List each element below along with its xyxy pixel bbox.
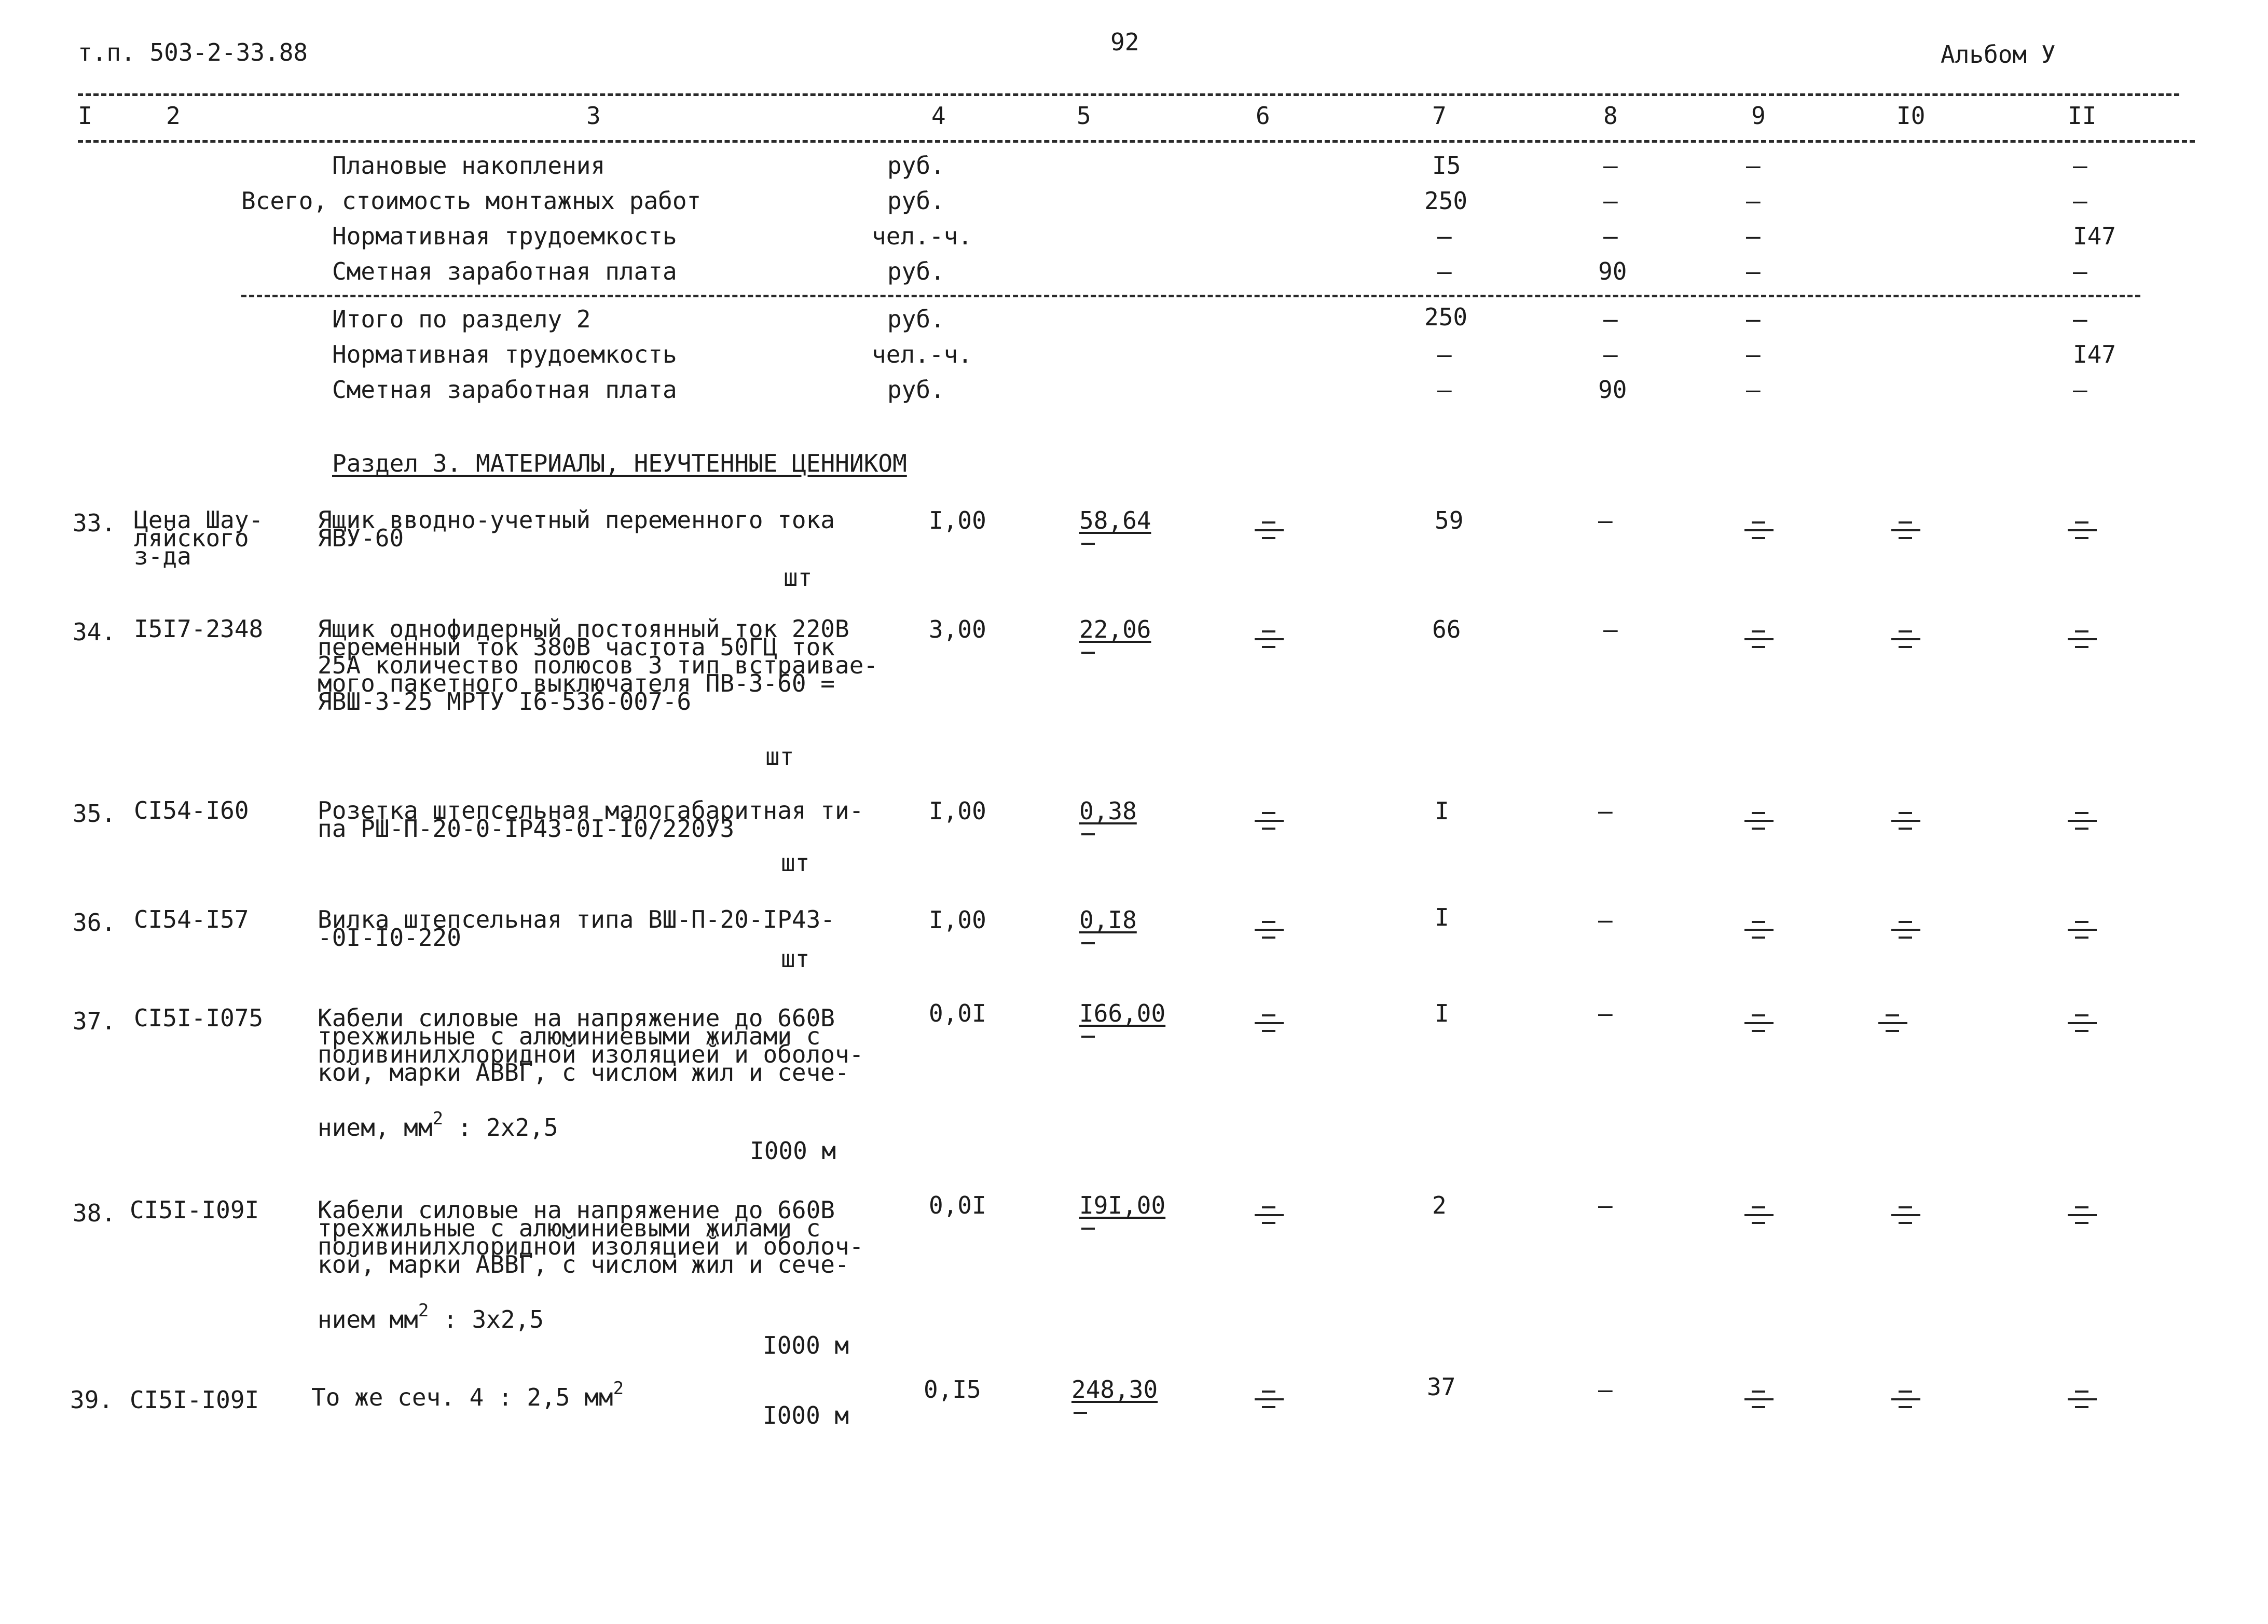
row-col11: I47 xyxy=(2073,222,2116,250)
row-col11: – xyxy=(2073,187,2087,215)
dash-mark-col6 xyxy=(1255,920,1284,941)
row-name: Нормативная трудоемкость xyxy=(332,340,677,368)
item-code: I5I7-2348 xyxy=(134,615,264,643)
row-unit: руб. xyxy=(887,187,945,215)
section-total-rule xyxy=(241,295,2140,297)
item-code: CI5I-I09I xyxy=(130,1196,259,1224)
row-col9: – xyxy=(1746,222,1761,250)
row-col9: – xyxy=(1746,305,1761,333)
dash-mark-col6 xyxy=(1255,1205,1284,1226)
row-name: Сметная заработная плата xyxy=(332,376,677,404)
price-value: 0,38 xyxy=(1079,797,1137,825)
row-col11: – xyxy=(2073,152,2087,180)
price-dash xyxy=(1074,1412,1087,1414)
item-col7: 37 xyxy=(1427,1373,1456,1401)
dash-mark-col11 xyxy=(2068,1013,2097,1034)
row-col11: – xyxy=(2073,305,2087,333)
row-col7: – xyxy=(1437,376,1452,404)
dash-mark-col9 xyxy=(1744,1389,1774,1410)
description-tail: : 2x2,5 xyxy=(443,1113,558,1141)
dash-mark-col6 xyxy=(1255,1389,1284,1410)
item-quantity: 0,0I xyxy=(929,999,986,1027)
item-quantity: 3,00 xyxy=(929,615,986,643)
description-tail: : 3x2,5 xyxy=(429,1305,544,1333)
superscript: 2 xyxy=(613,1378,624,1399)
dash-mark-col11 xyxy=(2068,520,2097,541)
description-text: нием, мм xyxy=(318,1113,433,1141)
dash-mark-col9 xyxy=(1744,1205,1774,1226)
row-col9: – xyxy=(1746,187,1761,215)
column-header-3: 3 xyxy=(586,102,601,130)
dash-mark-col6 xyxy=(1255,1013,1284,1034)
item-col7: 66 xyxy=(1432,615,1461,643)
item-unit: I000 м xyxy=(763,1401,849,1429)
item-unit: I000 м xyxy=(750,1137,836,1165)
dash-mark-col10 xyxy=(1891,520,1920,541)
row-col7: 250 xyxy=(1424,187,1468,215)
column-header-6: 6 xyxy=(1256,102,1270,130)
item-unit: шт xyxy=(765,742,794,770)
price-value: I66,00 xyxy=(1079,999,1166,1027)
dash-mark-col10 xyxy=(1891,920,1920,941)
row-col8: 90 xyxy=(1598,376,1627,404)
item-description: Ящик вводно-учетный переменного тока ЯВУ-60 xyxy=(318,506,835,552)
row-unit: руб. xyxy=(887,376,945,404)
item-col8: – xyxy=(1598,906,1613,934)
price-dash xyxy=(1081,652,1095,654)
item-col8: – xyxy=(1598,1375,1613,1403)
row-unit: руб. xyxy=(887,305,945,333)
dash-mark-col11 xyxy=(2068,1389,2097,1410)
item-number: 39. xyxy=(70,1386,114,1414)
item-price xyxy=(1071,1375,1158,1403)
row-col9: – xyxy=(1746,376,1761,404)
item-number: 36. xyxy=(73,909,116,937)
item-price xyxy=(1079,508,1151,532)
price-dash xyxy=(1081,1228,1095,1230)
column-header-7: 7 xyxy=(1432,102,1447,130)
row-col8: 90 xyxy=(1598,257,1627,285)
item-code: CI5I-I09I xyxy=(130,1386,259,1414)
item-description: Кабели силовые на напряжение до 660В трехжильные с алюминиевыми жилами с поливинилхлоридной изоляцией и оболоч- кой, марки АВВГ, с числом жил и сече- xyxy=(318,1004,864,1086)
item-code: CI54-I60 xyxy=(134,796,249,824)
row-unit: чел.-ч. xyxy=(872,340,972,368)
table-header-rule xyxy=(78,140,2195,143)
row-col11: – xyxy=(2073,257,2087,285)
row-col7: 250 xyxy=(1424,303,1468,331)
item-price xyxy=(1079,1001,1165,1025)
dash-mark-col6 xyxy=(1255,811,1284,832)
row-name: Плановые накопления xyxy=(332,152,606,180)
dash-mark-col11 xyxy=(2068,811,2097,832)
section-title: Раздел 3. МАТЕРИАЛЫ, НЕУЧТЕННЫЕ ЦЕННИКОМ xyxy=(332,449,907,477)
item-price xyxy=(1079,908,1137,932)
row-name: Итого по разделу 2 xyxy=(332,305,591,333)
row-unit: руб. xyxy=(887,257,945,285)
superscript: 2 xyxy=(432,1108,444,1129)
row-unit: чел.-ч. xyxy=(872,222,972,250)
table-top-rule xyxy=(78,93,2179,96)
item-number: 37. xyxy=(73,1007,116,1035)
dash-mark-col9 xyxy=(1744,1013,1774,1034)
row-col9: – xyxy=(1746,152,1761,180)
album-label: Альбом У xyxy=(1941,40,2056,68)
item-code: CI5I-I075 xyxy=(134,1004,264,1032)
document-reference: т.п. 503-2-33.88 xyxy=(78,38,308,66)
dash-mark-col10 xyxy=(1891,1389,1920,1410)
item-description: Розетка штепсельная малогабаритная ти- па РШ-П-20-0-IP43-0I-I0/220У3 xyxy=(318,796,864,843)
price-value: I9I,00 xyxy=(1079,1191,1166,1219)
dash-mark-col11 xyxy=(2068,629,2097,650)
item-price xyxy=(1079,617,1151,641)
item-col8: – xyxy=(1603,615,1618,643)
item-code: Цена Шау- ляйского з-да xyxy=(134,506,264,570)
price-dash xyxy=(1081,833,1095,835)
column-header-1: I xyxy=(78,102,92,130)
row-col7: – xyxy=(1437,222,1452,250)
item-code: CI54-I57 xyxy=(134,905,249,933)
item-unit: шт xyxy=(781,945,810,973)
item-description: Кабели силовые на напряжение до 660В трехжильные с алюминиевыми жилами с поливинилхлоридной изоляцией и оболоч- кой, марки АВВГ, с числом жил и сече- xyxy=(318,1196,864,1278)
column-header-10: I0 xyxy=(1896,102,1926,130)
item-unit: шт xyxy=(781,849,810,877)
dash-mark-col9 xyxy=(1744,811,1774,832)
price-dash xyxy=(1081,543,1095,545)
item-quantity: 0,I5 xyxy=(924,1375,981,1403)
row-col8: – xyxy=(1603,340,1618,368)
dash-mark-col10 xyxy=(1891,1205,1920,1226)
item-col7: I xyxy=(1435,999,1449,1027)
row-col9: – xyxy=(1746,257,1761,285)
item-col7: 59 xyxy=(1435,506,1464,534)
row-col8: – xyxy=(1603,187,1618,215)
column-header-9: 9 xyxy=(1751,102,1766,130)
row-col7: – xyxy=(1437,340,1452,368)
item-description-last-line xyxy=(318,1108,558,1141)
item-description: Вилка штепсельная типа ВШ-П-20-IP43- -0I-I0-220 xyxy=(318,905,835,952)
row-col9: – xyxy=(1746,340,1761,368)
column-header-4: 4 xyxy=(931,102,946,130)
description-text: То же сеч. 4 : 2,5 мм xyxy=(311,1383,613,1411)
item-col8: – xyxy=(1598,506,1613,534)
dash-mark-col10 xyxy=(1891,629,1920,650)
column-header-8: 8 xyxy=(1603,102,1618,130)
item-description-last-line xyxy=(311,1378,624,1411)
dash-mark-col11 xyxy=(2068,1205,2097,1226)
row-name: Всего, стоимость монтажных работ xyxy=(241,187,702,215)
row-name: Нормативная трудоемкость xyxy=(332,222,677,250)
dash-mark-col6 xyxy=(1255,629,1284,650)
column-header-11: II xyxy=(2068,102,2097,130)
dash-mark-col9 xyxy=(1744,520,1774,541)
item-col8: – xyxy=(1598,1191,1613,1219)
row-col7: I5 xyxy=(1432,152,1461,180)
item-description: Ящик однофидерный постоянный ток 220В переменный ток 380В частота 50ГЦ ток 25А количество полюсов 3 тип встраивае- мого пакетного выключателя ПВ-3-60 = ЯВШ-3-25 МРТУ I6-536-007-6 xyxy=(318,615,878,715)
item-number: 35. xyxy=(73,800,116,828)
item-quantity: I,00 xyxy=(929,797,986,825)
dash-mark-col9 xyxy=(1744,629,1774,650)
dash-mark-col10 xyxy=(1878,1013,1907,1034)
item-description-last-line xyxy=(318,1300,544,1333)
price-value: 0,I8 xyxy=(1079,906,1137,934)
dash-mark-col9 xyxy=(1744,920,1774,941)
row-col8: – xyxy=(1603,152,1618,180)
page-number: 92 xyxy=(1110,28,1139,56)
row-col8: – xyxy=(1603,222,1618,250)
price-value: 22,06 xyxy=(1079,615,1151,643)
price-value: 248,30 xyxy=(1071,1375,1158,1403)
price-value: 58,64 xyxy=(1079,506,1151,534)
item-col8: – xyxy=(1598,797,1613,825)
item-unit: I000 м xyxy=(763,1331,849,1359)
column-header-2: 2 xyxy=(166,102,181,130)
item-col7: 2 xyxy=(1432,1191,1447,1219)
item-quantity: I,00 xyxy=(929,906,986,934)
row-name: Сметная заработная плата xyxy=(332,257,677,285)
item-price xyxy=(1079,1193,1165,1217)
item-col7: I xyxy=(1435,797,1449,825)
dash-mark-col6 xyxy=(1255,520,1284,541)
price-dash xyxy=(1081,942,1095,944)
price-dash xyxy=(1081,1036,1095,1038)
row-col11: I47 xyxy=(2073,340,2116,368)
row-col7: – xyxy=(1437,257,1452,285)
row-unit: руб. xyxy=(887,152,945,180)
dash-mark-col10 xyxy=(1891,811,1920,832)
item-price xyxy=(1079,799,1137,823)
item-number: 34. xyxy=(73,618,116,646)
item-number: 33. xyxy=(73,509,116,537)
item-col7: I xyxy=(1435,903,1449,931)
item-quantity: 0,0I xyxy=(929,1191,986,1219)
description-text: нием мм xyxy=(318,1305,418,1333)
item-quantity: I,00 xyxy=(929,506,986,534)
column-header-5: 5 xyxy=(1077,102,1091,130)
item-number: 38. xyxy=(73,1199,116,1227)
item-col8: – xyxy=(1598,999,1613,1027)
row-col11: – xyxy=(2073,376,2087,404)
row-col8: – xyxy=(1603,305,1618,333)
superscript: 2 xyxy=(418,1300,429,1321)
dash-mark-col11 xyxy=(2068,920,2097,941)
item-unit: шт xyxy=(784,563,813,591)
